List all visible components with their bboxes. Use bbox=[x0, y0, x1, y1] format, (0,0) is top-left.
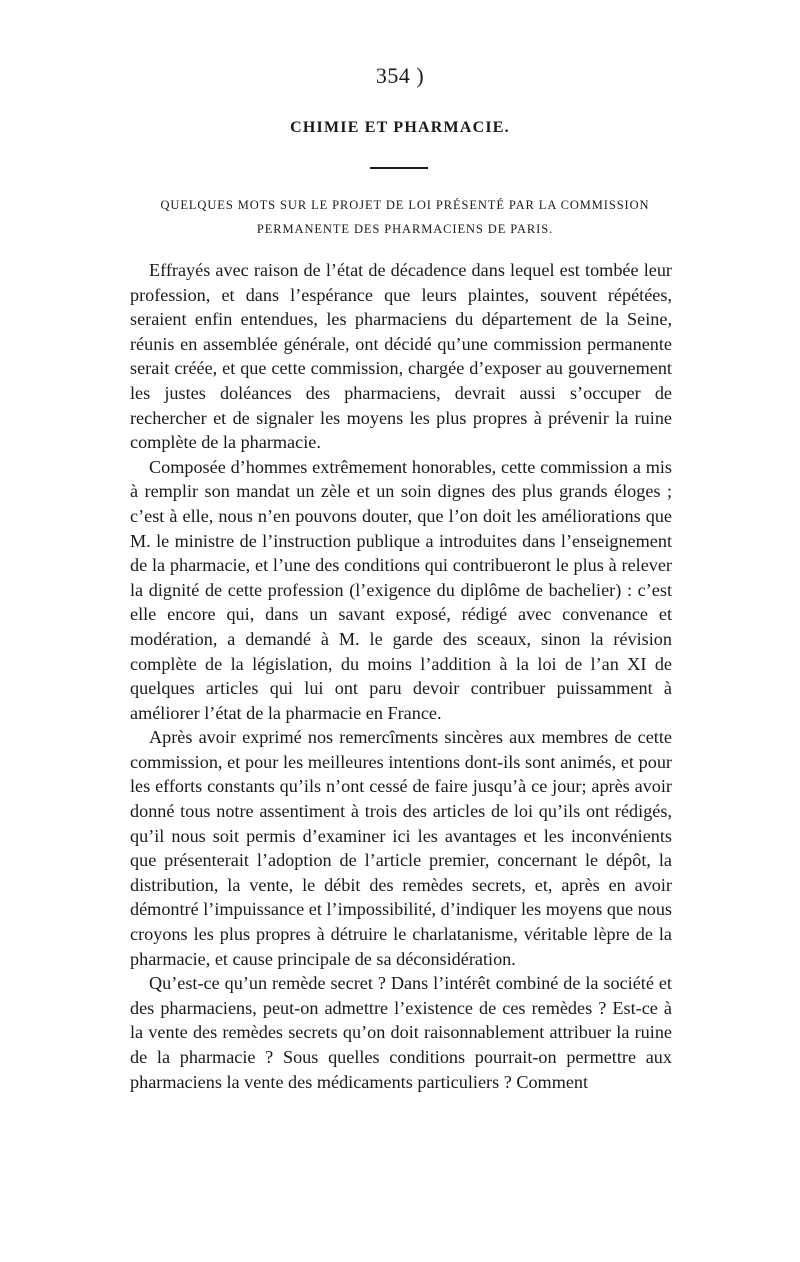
article-title bbox=[130, 193, 680, 241]
article-title-line-2: PERMANENTE DES PHARMACIENS DE PARIS. bbox=[256, 222, 554, 236]
article-body bbox=[130, 258, 672, 1094]
title-rule bbox=[370, 167, 428, 169]
paragraph-4: Qu’est-ce qu’un remède secret ? Dans l’intérêt combiné de la société et des pharmaciens, peut-on admettre l’existence de ces remèdes ? Est-ce à la vente des remèdes secrets qu’on doit raisonnablement attribuer la ruine de la pharmacie ? Sous quelles conditions pourrait-on permettre aux pharmaciens la vente des médicaments particuliers ? Comment bbox=[130, 973, 672, 1092]
paragraph-2: Composée d’hommes extrêmement honorables, cette commission a mis à remplir son mandat un zèle et un soin dignes des plus grands éloges ; c’est à elle, nous n’en pouvons douter, que l’on doit les améliorations que M. le ministre de l’instruction publique a introduites dans l’enseignement de la pharmacie, et l’une des conditions qui contribueront le plus à relever la dignité de cette profession (l’exigence du diplôme de bachelier) : c’est elle encore qui, dans un savant exposé, rédigé avec convenance et modération, a demandé à M. le garde des sceaux, sinon la révision complète de la législation, du moins l’addition à la loi de l’an XI de quelques articles qui lui ont paru devoir contribuer puissamment à améliorer l’état de la pharmacie en France. bbox=[130, 456, 672, 723]
page-number: 354 ) bbox=[375, 63, 425, 88]
paragraph-1: Effrayés avec raison de l’état de décadence dans lequel est tombée leur profession, et dans l’espérance que leurs plaintes, souvent répétées, seraient enfin entendues, les pharmaciens du département de la Seine, réunis en assemblée générale, ont décidé qu’une commission permanente serait créée, et que cette commission, chargée d’exposer au gouvernement les justes doléances des pharmaciens, devrait aussi s’occuper de rechercher et de signaler les moyens les plus propres à prévenir la ruine complète de la pharmacie. bbox=[130, 260, 672, 453]
section-title: CHIMIE ET PHARMACIE. bbox=[290, 119, 510, 136]
article-title-line-1: QUELQUES MOTS SUR LE PROJET DE LOI PRÉSENTÉ PAR LA COMMISSION bbox=[160, 198, 650, 212]
paragraph-3: Après avoir exprimé nos remercîments sincères aux membres de cette commission, et pour les meilleures intentions dont-ils sont animés, et pour les efforts constants qu’ils n’ont cessé de faire jusqu’à ce jour; après avoir donné tous notre assentiment à trois des articles de loi qu’ils ont rédigés, qu’il nous soit permis d’examiner ici les avantages et les inconvénients que présenterait l’adoption de l’article premier, concernant le dépôt, la distribution, la vente, le débit des remèdes secrets, et, après en avoir démontré l’impuissance et l’impossibilité, d’indiquer les moyens que nous croyons les plus propres à détruire le charlatanisme, véritable lèpre de la pharmacie, et cause principale de sa déconsidération. bbox=[130, 727, 672, 969]
